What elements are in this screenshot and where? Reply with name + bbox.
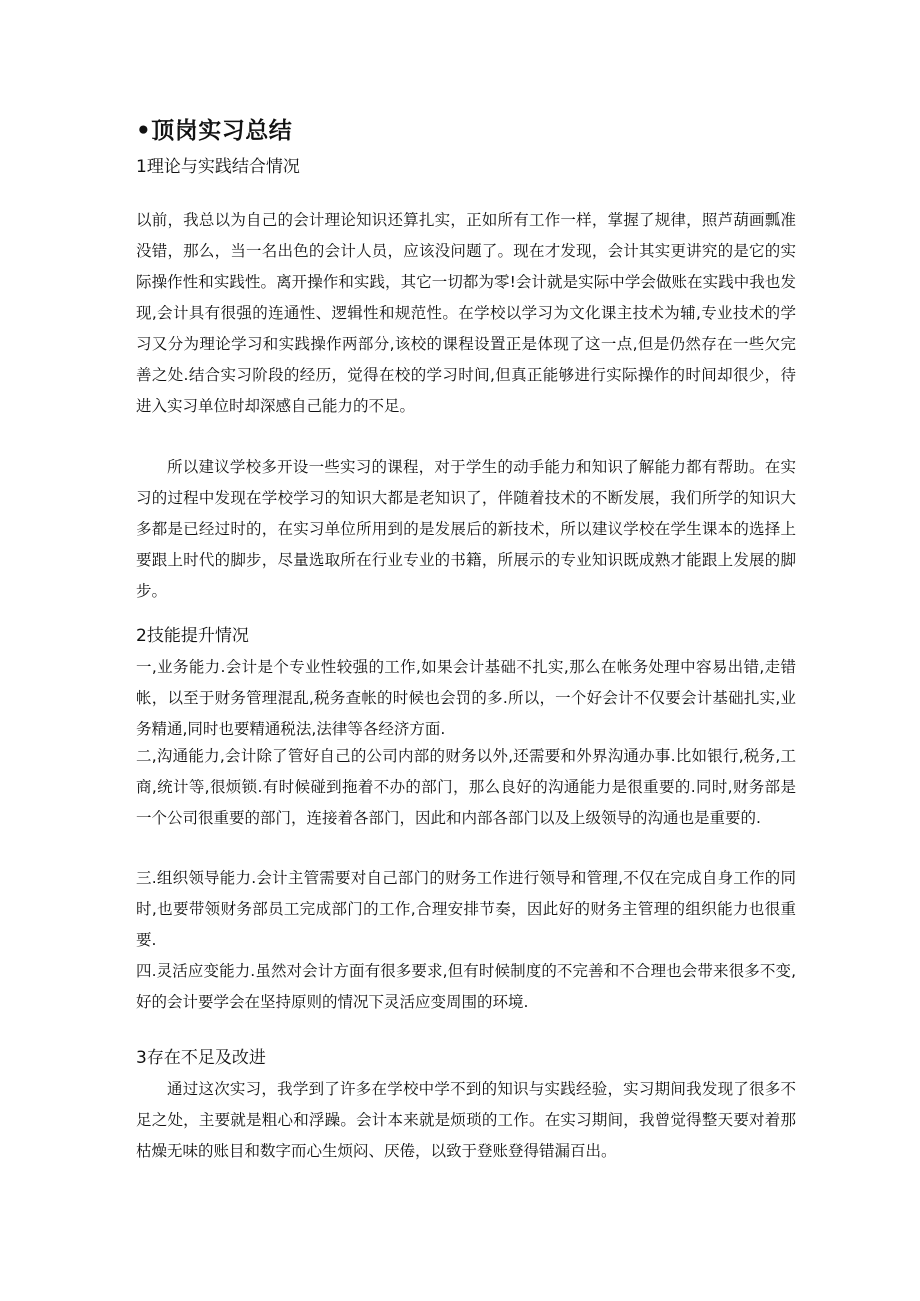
paragraph-2-2: 二,沟通能力,会计除了管好自己的公司内部的财务以外,还需要和外界沟通办事.比如银行,税务,工商,统计等,很烦锁.有时候碰到拖着不办的部门，那么良好的沟通能力是很重要的.同时,财务部是一个公司很重要的部门，连接着各部门，因此和内部各部门以及上级领导的沟通也是重要的. (136, 747, 796, 827)
paragraph-3-1: 通过这次实习，我学到了许多在学校中学不到的知识与实践经验，实习期间我发现了很多不足之处，主要就是粗心和浮躁。会计本来就是烦琐的工作。在实习期间，我曾觉得整天要对着那枯燥无味的账目和数字而心生烦闷、厌倦，以致于登账登得错漏百出。 (136, 1080, 796, 1160)
section-heading-3: 3存在不足及改进 (136, 1048, 266, 1068)
section-heading-1: 1理论与实践结合情况 (136, 157, 300, 177)
paragraph-2-3: 三.组织领导能力.会计主管需要对自己部门的财务工作进行领导和管理,不仅在完成自身工作的同时,也要带领财务部员工完成部门的工作,合理安排节奏，因此好的财务主管理的组织能力也很重要. (136, 869, 796, 949)
paragraph-2-1: 一,业务能力.会计是个专业性较强的工作,如果会计基础不扎实,那么在帐务处理中容易出错,走错帐，以至于财务管理混乱,税务查帐的时候也会罚的多.所以，一个好会计不仅要会计基础扎实,业务精通,同时也要精通税法,法律等各经济方面. (136, 658, 796, 738)
page-title: •顶岗实习总结 (136, 118, 293, 144)
paragraph-1-1: 以前，我总以为自己的会计理论知识还算扎实，正如所有工作一样，掌握了规律，照芦葫画瓢准没错，那么，当一名出色的会计人员，应该没问题了。现在才发现，会计其实更讲究的是它的实际操作性和实践性。离开操作和实践，其它一切都为零!会计就是实际中学会做账在实践中我也发现,会计具有很强的连通性、逻辑性和规范性。在学校以学习为文化课主技术为辅,专业技术的学习又分为理论学习和实践操作两部分,该校的课程设置正是体现了这一点,但是仍然存在一些欠完善之处.结合实习阶段的经历，觉得在校的学习时间,但真正能够进行实际操作的时间却很少，待进入实习单位时却深感自己能力的不足。 (136, 211, 796, 415)
paragraph-1-2: 所以建议学校多开设一些实习的课程，对于学生的动手能力和知识了解能力都有帮助。在实习的过程中发现在学校学习的知识大都是老知识了，伴随着技术的不断发展，我们所学的知识大多都是已经过时的，在实习单位所用到的是发展后的新技术，所以建议学校在学生课本的选择上要跟上时代的脚步，尽量选取所在行业专业的书籍，所展示的专业知识既成熟才能跟上发展的脚步。 (136, 458, 796, 600)
section-heading-2: 2技能提升情况 (136, 626, 249, 646)
paragraph-2-4: 四.灵活应变能力.虽然对会计方面有很多要求,但有时候制度的不完善和不合理也会带来很多不变,好的会计要学会在坚持原则的情况下灵活应变周围的环境. (136, 962, 796, 1011)
